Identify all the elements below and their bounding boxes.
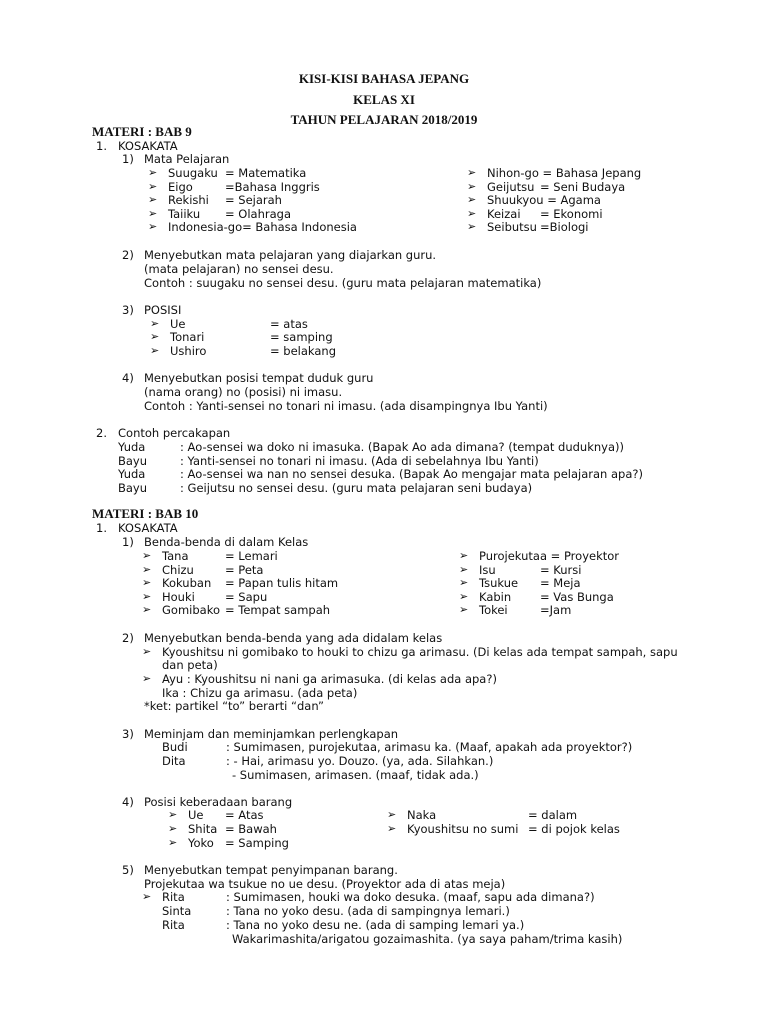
vocab-item: ➢ Shuukyou = Agama (487, 193, 601, 207)
vocab-item: ➢ Shita (188, 822, 217, 836)
vocab-item: ➢ Houki (162, 590, 195, 604)
bab10-n3: 3) (122, 727, 134, 741)
vocab-meaning: = Matematika (225, 166, 307, 180)
dialog-line: : Sumimasen, purojekutaa, arimasu ka. (Maaf, apakah ada proyektor?) (226, 740, 633, 754)
bab10-s1-title: KOSAKATA (118, 521, 178, 535)
bab9-p4-example: Contoh : Yanti-sensei no tonari ni imasu. (ada disampingnya Ibu Yanti) (144, 399, 548, 413)
vocab-item: ➢ Chizu (162, 563, 194, 577)
vocab-item: ➢ Tokei (479, 603, 508, 617)
bab10-benda-title: Benda-benda di dalam Kelas (144, 535, 309, 549)
dialog-line: : Geijutsu no sensei desu. (guru mata pelajaran seni budaya) (180, 481, 533, 495)
vocab-item: ➢ Geijutsu (487, 180, 534, 194)
bab9-n2: 2) (122, 248, 134, 262)
vocab-meaning: = dalam (528, 808, 578, 822)
doc-year: TAHUN PELAJARAN 2018/2019 (290, 112, 478, 127)
bab9-n1: 1) (122, 152, 134, 166)
vocab-item: ➢ Naka (407, 808, 436, 822)
bab10-n1: 1) (122, 535, 134, 549)
vocab-meaning: = Sejarah (225, 193, 282, 207)
bab9-s1-title: KOSAKATA (118, 139, 178, 153)
vocab-item: ➢ Ue (188, 808, 204, 822)
bab9-s2-title: Contoh percakapan (118, 426, 231, 440)
bab10-p2-title: Menyebutkan benda-benda yang ada didalam kelas (144, 631, 443, 645)
vocab-item: ➢ Isu (479, 563, 496, 577)
dialog-line: - Sumimasen, arimasen. (maaf, tidak ada.) (232, 768, 479, 782)
dialog-line: : - Hai, arimasu yo. Douzo. (ya, ada. Silahkan.) (226, 754, 494, 768)
vocab-meaning: = Atas (225, 808, 264, 822)
vocab-meaning: = Seni Budaya (540, 180, 626, 194)
vocab-meaning: = Olahraga (225, 207, 291, 221)
vocab-item: ➢ Purojekutaa = Proyektor (479, 549, 619, 563)
dialog-speaker: Sinta (162, 904, 192, 918)
vocab-meaning: = di pojok kelas (528, 822, 620, 836)
vocab-item: ➢ Yoko (188, 836, 214, 850)
dialog-line: : Tana no yoko desu ne. (ada di samping lemari ya.) (226, 918, 525, 932)
bab10-p5-line: Projekutaa wa tsukue no ue desu. (Proyektor ada di atas meja) (144, 877, 506, 891)
vocab-item: ➢ Ushiro (170, 344, 206, 358)
dialog-line: : Tana no yoko desu. (ada di sampingnya lemari.) (226, 904, 510, 918)
vocab-item: ➢ Keizai (487, 207, 521, 221)
example-sentence: ➢ Kyoushitsu ni gomibako to houki to chizu ga arimasu. (Di kelas ada tempat sampah, sapu (162, 645, 678, 659)
dialog-speaker: Bayu (118, 481, 148, 495)
dialog-speaker: ➢ Rita (162, 890, 185, 904)
vocab-item: ➢ Kyoushitsu no sumi (407, 822, 518, 836)
dialog-line: : Ao-sensei wa doko ni imasuka. (Bapak Ao ada dimana? (tempat duduknya)) (180, 440, 624, 454)
bab10-n5: 5) (122, 863, 134, 877)
vocab-item: ➢ Ue (170, 317, 186, 331)
vocab-item: ➢ Gomibako (162, 603, 220, 617)
vocab-item: ➢ Tana (162, 549, 189, 563)
bab10-heading: MATERI : BAB 10 (92, 506, 199, 521)
dialog-line: : Ao-sensei wa nan no sensei desuka. (Bapak Ao mengajar mata pelajaran apa?) (180, 467, 643, 481)
bab9-p4-line: (nama orang) no (posisi) ni imasu. (144, 385, 343, 399)
bab9-heading: MATERI : BAB 9 (92, 124, 192, 139)
vocab-meaning: =Jam (540, 603, 572, 617)
bab10-p5-title: Menyebutkan tempat penyimpanan barang. (144, 863, 398, 877)
doc-title: KISI-KISI BAHASA JEPANG (298, 71, 470, 86)
dialog-speaker: Yuda (118, 467, 146, 481)
vocab-meaning: = Vas Bunga (540, 590, 614, 604)
vocab-meaning: = atas (270, 317, 308, 331)
bab9-p4-title: Menyebutkan posisi tempat duduk guru (144, 371, 374, 385)
dialog-speaker: Budi (162, 740, 188, 754)
bab9-p2-line: (mata pelajaran) no sensei desu. (144, 262, 334, 276)
example-sentence-cont: dan peta) (162, 658, 218, 672)
vocab-meaning: = Kursi (540, 563, 582, 577)
bab10-n4: 4) (122, 795, 134, 809)
vocab-item: ➢ Tsukue (479, 576, 518, 590)
bab10-p3-title: Meminjam dan meminjamkan perlengkapan (144, 727, 399, 741)
doc-class: KELAS XI (353, 92, 415, 107)
vocab-meaning: = Meja (540, 576, 581, 590)
vocab-item: ➢ Eigo (168, 180, 193, 194)
vocab-meaning: = Lemari (225, 549, 278, 563)
bab9-n4: 4) (122, 371, 134, 385)
vocab-meaning: =Biologi (540, 220, 589, 234)
vocab-item: ➢ Tonari (170, 330, 204, 344)
vocab-item: ➢ Rekishi (168, 193, 209, 207)
vocab-item: ➢ Nihon-go = Bahasa Jepang (487, 166, 641, 180)
vocab-meaning: = Sapu (225, 590, 268, 604)
dialog-line: : Yanti-sensei no tonari ni imasu. (Ada di sebelahnya Ibu Yanti) (180, 454, 539, 468)
bab9-s1-num: 1. (96, 139, 107, 153)
bab9-n3: 3) (122, 303, 134, 317)
dialog-speaker: Dita (162, 754, 186, 768)
vocab-item: ➢ Kabin (479, 590, 511, 604)
bab10-s1-num: 1. (96, 521, 107, 535)
bab10-n2: 2) (122, 631, 134, 645)
dialog-line: Wakarimashita/arigatou gozaimashita. (ya saya paham/trima kasih) (232, 932, 623, 946)
bab9-mapel-title: Mata Pelajaran (144, 152, 230, 166)
vocab-item: ➢ Kokuban (162, 576, 211, 590)
bab9-posisi-title: POSISI (144, 303, 182, 317)
bab9-s2-num: 2. (96, 426, 107, 440)
vocab-meaning: = samping (270, 330, 333, 344)
vocab-meaning: = Peta (225, 563, 264, 577)
vocab-meaning: = Samping (225, 836, 289, 850)
bab10-p4-title: Posisi keberadaan barang (144, 795, 293, 809)
dialog-speaker: Rita (162, 918, 185, 932)
bab9-p2-title: Menyebutkan mata pelajaran yang diajarkan guru. (144, 248, 437, 262)
vocab-meaning: = Bawah (225, 822, 277, 836)
dialog-speaker: Bayu (118, 454, 148, 468)
vocab-item: ➢ Suugaku (168, 166, 218, 180)
dialog-speaker: Yuda (118, 440, 146, 454)
vocab-item: ➢ Taiiku (168, 207, 200, 221)
vocab-meaning: =Bahasa Inggris (225, 180, 320, 194)
vocab-meaning: = Tempat sampah (225, 603, 331, 617)
vocab-meaning: = Ekonomi (540, 207, 603, 221)
example-dialog-cont: Ika : Chizu ga arimasu. (ada peta) (162, 686, 358, 700)
note: *ket: partikel “to” berarti “dan” (144, 699, 324, 713)
vocab-meaning: = Papan tulis hitam (225, 576, 339, 590)
vocab-item: ➢ Indonesia-go= Bahasa Indonesia (168, 220, 357, 234)
vocab-meaning: = belakang (270, 344, 337, 358)
vocab-item: ➢ Seibutsu (487, 220, 537, 234)
bab9-p2-example: Contoh : suugaku no sensei desu. (guru mata pelajaran matematika) (144, 276, 542, 290)
dialog-line: : Sumimasen, houki wa doko desuka. (maaf, sapu ada dimana?) (226, 890, 595, 904)
example-dialog: ➢ Ayu : Kyoushitsu ni nani ga arimasuka. (di kelas ada apa?) (162, 672, 497, 686)
